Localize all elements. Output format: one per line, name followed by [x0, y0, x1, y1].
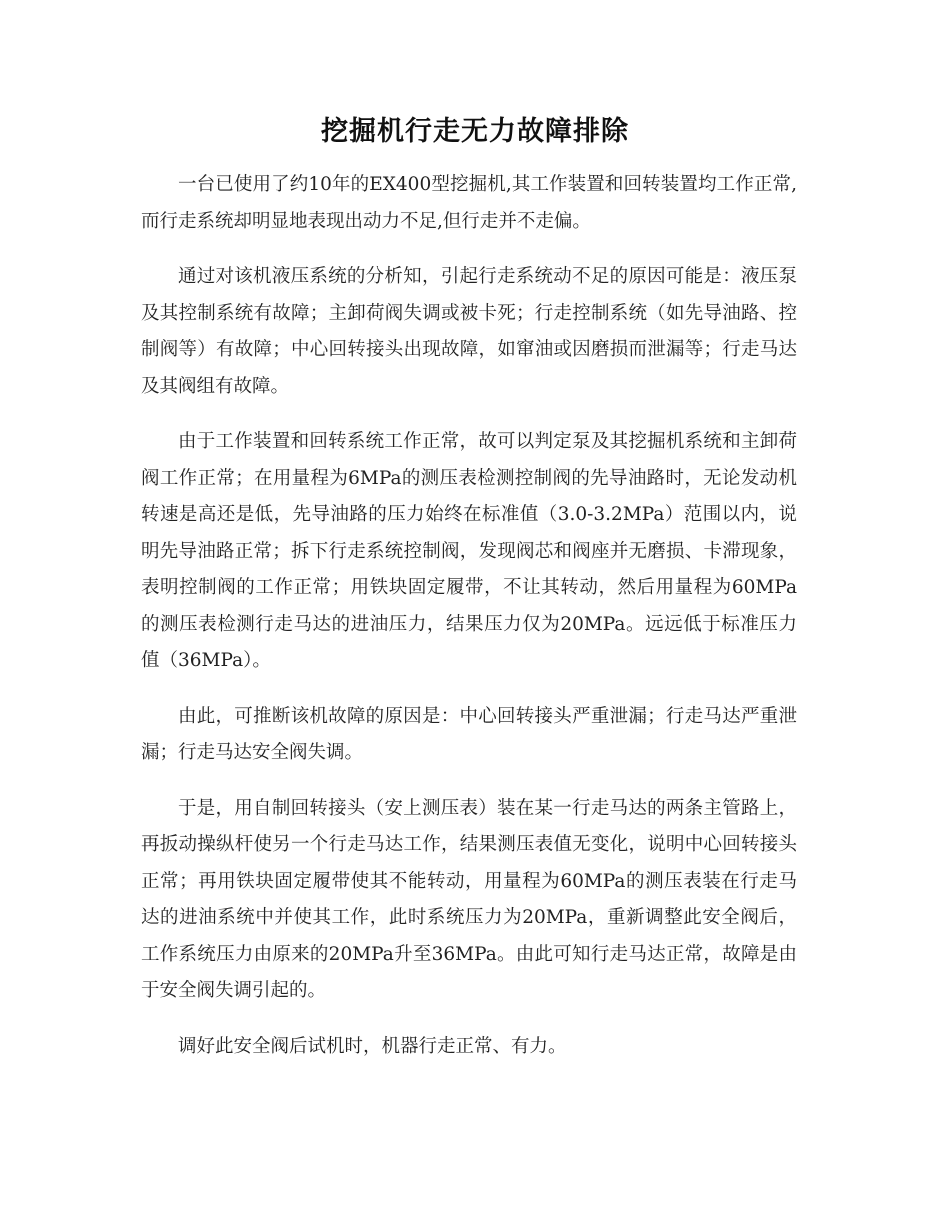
- paragraph-3: 由于工作装置和回转系统工作正常，故可以判定泵及其挖掘机系统和主卸荷阀工作正常；在用量程为6MPa的测压表检测控制阀的先导油路时，无论发动机转速是高还是低，先导油路的压力始终在标准值（3.0-3.2MPa）范围以内，说明先导油路正常；拆下行走系统控制阀，发现阀芯和阀座并无磨损、卡滞现象，表明控制阀的工作正常；用铁块固定履带，不让其转动，然后用量程为60MPa的测压表检测行走马达的进油压力，结果压力仅为20MPa。远远低于标准压力值（36MPa）。: [141, 431, 797, 671]
- paragraph-2: 通过对该机液压系统的分析知，引起行走系统动不足的原因可能是：液压泵及其控制系统有故障；主卸荷阀失调或被卡死；行走控制系统（如先导油路、控制阀等）有故障；中心回转接头出现故障，如窜油或因磨损而泄漏等；行走马达及其阀组有故障。: [141, 266, 797, 397]
- paragraph-5: 于是，用自制回转接头（安上测压表）装在某一行走马达的两条主管路上，再扳动操纵杆使另一个行走马达工作，结果测压表值无变化，说明中心回转接头正常；再用铁块固定履带使其不能转动，用量程为60MPa的测压表装在行走马达的进油系统中并使其工作，此时系统压力为20MPa，重新调整此安全阀后，工作系统压力由原来的20MPa升至36MPa。由此可知行走马达正常，故障是由于安全阀失调引起的。: [141, 797, 797, 1001]
- paragraph-4: 由此，可推断该机故障的原因是：中心回转接头严重泄漏；行走马达严重泄漏；行走马达安全阀失调。: [141, 705, 797, 763]
- paragraph-1: 一台已使用了约10年的EX400型挖掘机,其工作装置和回转装置均工作正常,而行走系统却明显地表现出动力不足,但行走并不走偏。: [141, 174, 797, 232]
- paragraph-6: 调好此安全阀后试机时，机器行走正常、有力。: [178, 1035, 567, 1057]
- document-title: 挖掘机行走无力故障排除: [321, 116, 629, 147]
- document-body: [141, 167, 797, 1084]
